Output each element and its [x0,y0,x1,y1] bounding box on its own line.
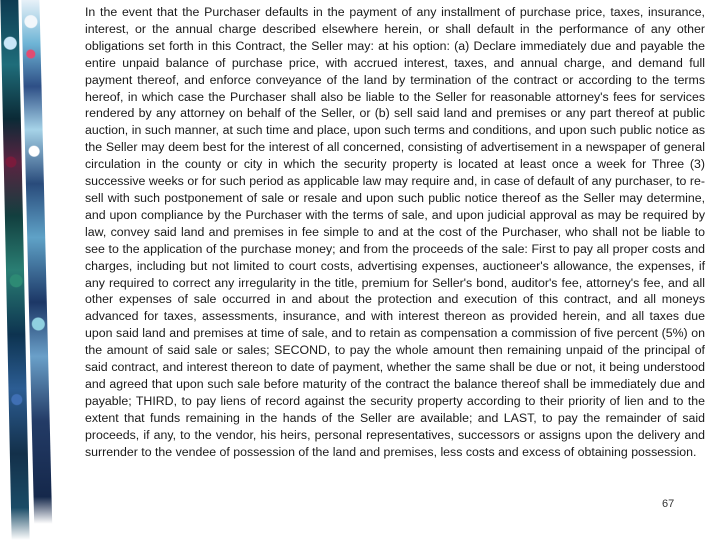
page-number: 67 [662,498,675,510]
contract-body-paragraph: In the event that the Purchaser defaults in the payment of any installment of purchase price, taxes, insurance, interest, or the annual charge described elsewhere herein, or shall default in the performance of any other obligations set forth in this Contract, the Seller may: at his option: (a) Declare immediately due and payable the entire unpaid balance of purchase price, with accrued interest, taxes, and annual charge, and demand full payment thereof, and enforce conveyance of the land by termination of the contract or according to the terms hereof, in which case the Purchaser shall also be liable to the Seller for reasonable attorney's fees for services rendered by any attorney on behalf of the Seller, or (b) sell said land and premises or any part thereof at public auction, in such manner, at such time and place, upon such terms and conditions, and upon such public notice as the Seller may deem best for the interest of all concerned, consisting of advertisement in a newspaper of general circulation in the county or city in which the security property is located at least once a week for Three (3) successive weeks or for such period as applicable law may require and, in case of default of any purchaser, to re-sell with such postponement of sale or resale and upon such public notice thereof as the Seller may determine, and upon compliance by the Purchaser with the terms of sale, and upon judicial approval as may be required by law, convey said land and premises in fee simple to and at the cost of the Purchaser, who shall not be liable to see to the application of the purchase money; and from the proceeds of the sale: First to pay all proper costs and charges, including but not limited to court costs, advertising expenses, auctioneer's allowance, the expenses, if any required to correct any irregularity in the title, premium for Seller's bond, auditor's fee, attorney's fee, and all other expenses of sale occurred in and about the protection and execution of this contract, and all moneys advanced for taxes, assessments, insurance, and with interest thereon as provided herein, and all taxes due upon said land and premises at time of sale, and to retain as compensation a commission of five percent (5%) on the amount of said sale or sales; SECOND, to pay the whole amount then remaining unpaid of the principal of said contract, and interest thereon to date of payment, whether the same shall be due or not, it being understood and agreed that upon such sale before maturity of the contract the balance thereof shall be immediately due and payable; THIRD, to pay liens of record against the security property according to their priority of lien and to the extent that funds remaining in the hands of the Seller are available; and LAST, to pay the remainder of said proceeds, if any, to the vendor, his heirs, personal representatives, successors or assigns upon the delivery and surrender to the vendee of possession of the land and premises, less costs and excess of obtaining possession. [85,5,705,459]
